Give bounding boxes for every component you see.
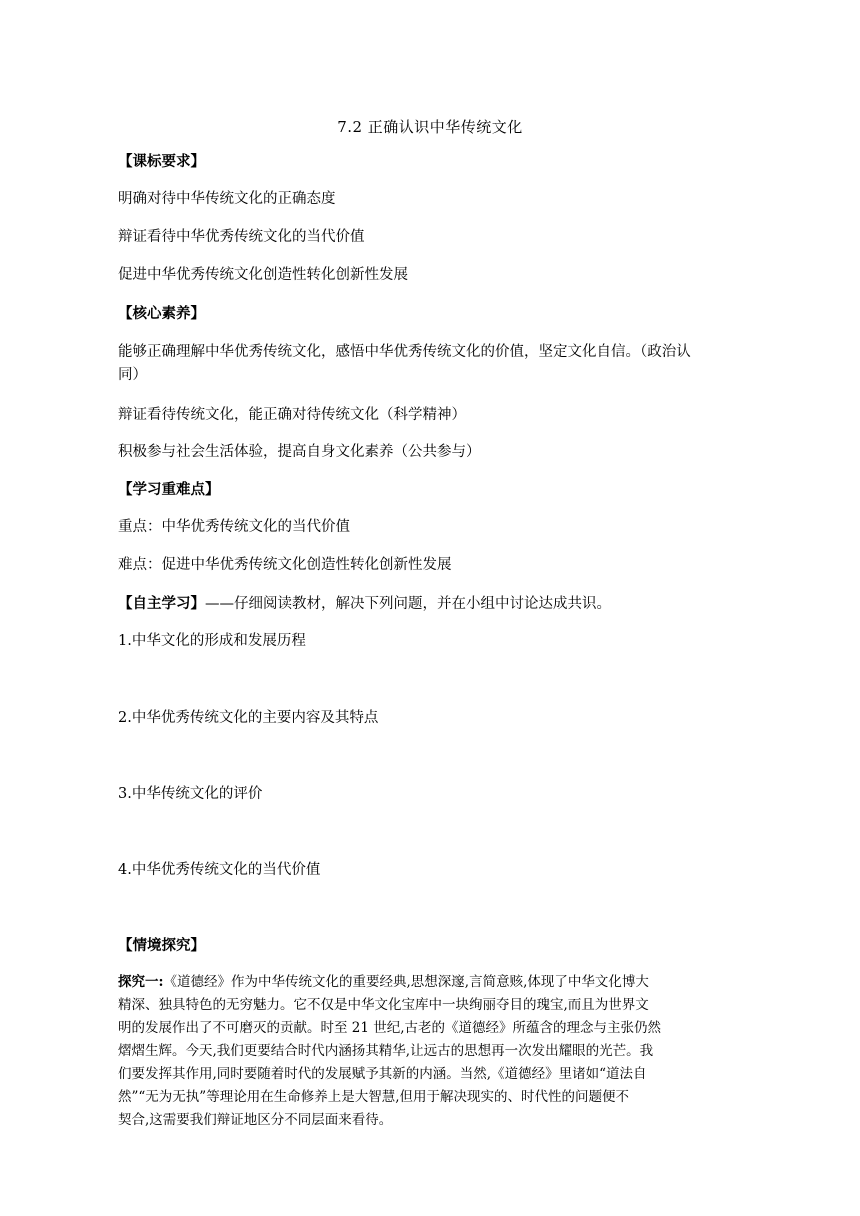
- question-item: 2.中华优秀传统文化的主要内容及其特点: [118, 710, 379, 726]
- paragraph-line: 们要发挥其作用,同时要随着时代的发展赋予其新的内涵。当然,《道德经》里诸如“道法自: [118, 1066, 647, 1082]
- page-title: 7.2 正确认识中华传统文化: [337, 118, 523, 136]
- paragraph-line: 探究一:《道德经》作为中华传统文化的重要经典,思想深邃,言简意赅,体现了中华文化博大: [118, 974, 649, 990]
- heading-kebiao: 【课标要求】: [118, 153, 205, 170]
- question-item: 4.中华优秀传统文化的当代价值: [118, 862, 321, 878]
- heading-zhongnan: 【学习重难点】: [118, 481, 220, 498]
- question-item: 3.中华传统文化的评价: [118, 786, 263, 802]
- paragraph-line: 契合,这需要我们辩证地区分不同层面来看待。: [118, 1112, 393, 1128]
- paragraph-line: 熠熠生辉。今天,我们更要结合时代内涵扬其精华,让远古的思想再一次发出耀眼的光芒。我: [118, 1043, 654, 1059]
- list-item: 能够正确理解中华优秀传统文化，感悟中华优秀传统文化的价值，坚定文化自信。（政治认: [118, 344, 691, 360]
- list-item: 明确对待中华传统文化的正确态度: [118, 191, 336, 207]
- question-item: 1.中华文化的形成和发展历程: [118, 633, 306, 649]
- list-item: 积极参与社会生活体验，提高自身文化素养（公共参与）: [118, 444, 481, 460]
- paragraph-line: 精深、独具特色的无穷魅力。它不仅是中华文化宝库中一块绚丽夺目的瑰宝,而且为世界文: [118, 997, 649, 1013]
- list-item: 促进中华优秀传统文化创造性转化创新性发展: [118, 267, 408, 283]
- list-item: 难点：促进中华优秀传统文化创造性转化创新性发展: [118, 557, 452, 573]
- paragraph-line: 明的发展作出了不可磨灭的贡献。时至 21 世纪,古老的《道德经》所蕴含的理念与主张仍然: [118, 1020, 662, 1036]
- heading-zizhu: 【自主学习】: [118, 595, 205, 612]
- paragraph-lead: 探究一:: [118, 974, 164, 990]
- paragraph-line: 然”“无为无执”等理论用在生命修养上是大智慧,但用于解决现实的、时代性的问题便不: [118, 1089, 629, 1105]
- heading-hexin: 【核心素养】: [118, 305, 205, 322]
- list-item: 辩证看待中华优秀传统文化的当代价值: [118, 229, 365, 245]
- list-item-continuation: 同）: [118, 367, 147, 383]
- heading-qingjing: 【情境探究】: [118, 937, 205, 954]
- zizhu-note: ——仔细阅读教材，解决下列问题，并在小组中讨论达成共识。: [205, 596, 611, 612]
- list-item: 重点：中华优秀传统文化的当代价值: [118, 519, 350, 535]
- zizhu-row: [118, 592, 738, 613]
- list-item: 辩证看待传统文化，能正确对待传统文化（科学精神）: [118, 407, 466, 423]
